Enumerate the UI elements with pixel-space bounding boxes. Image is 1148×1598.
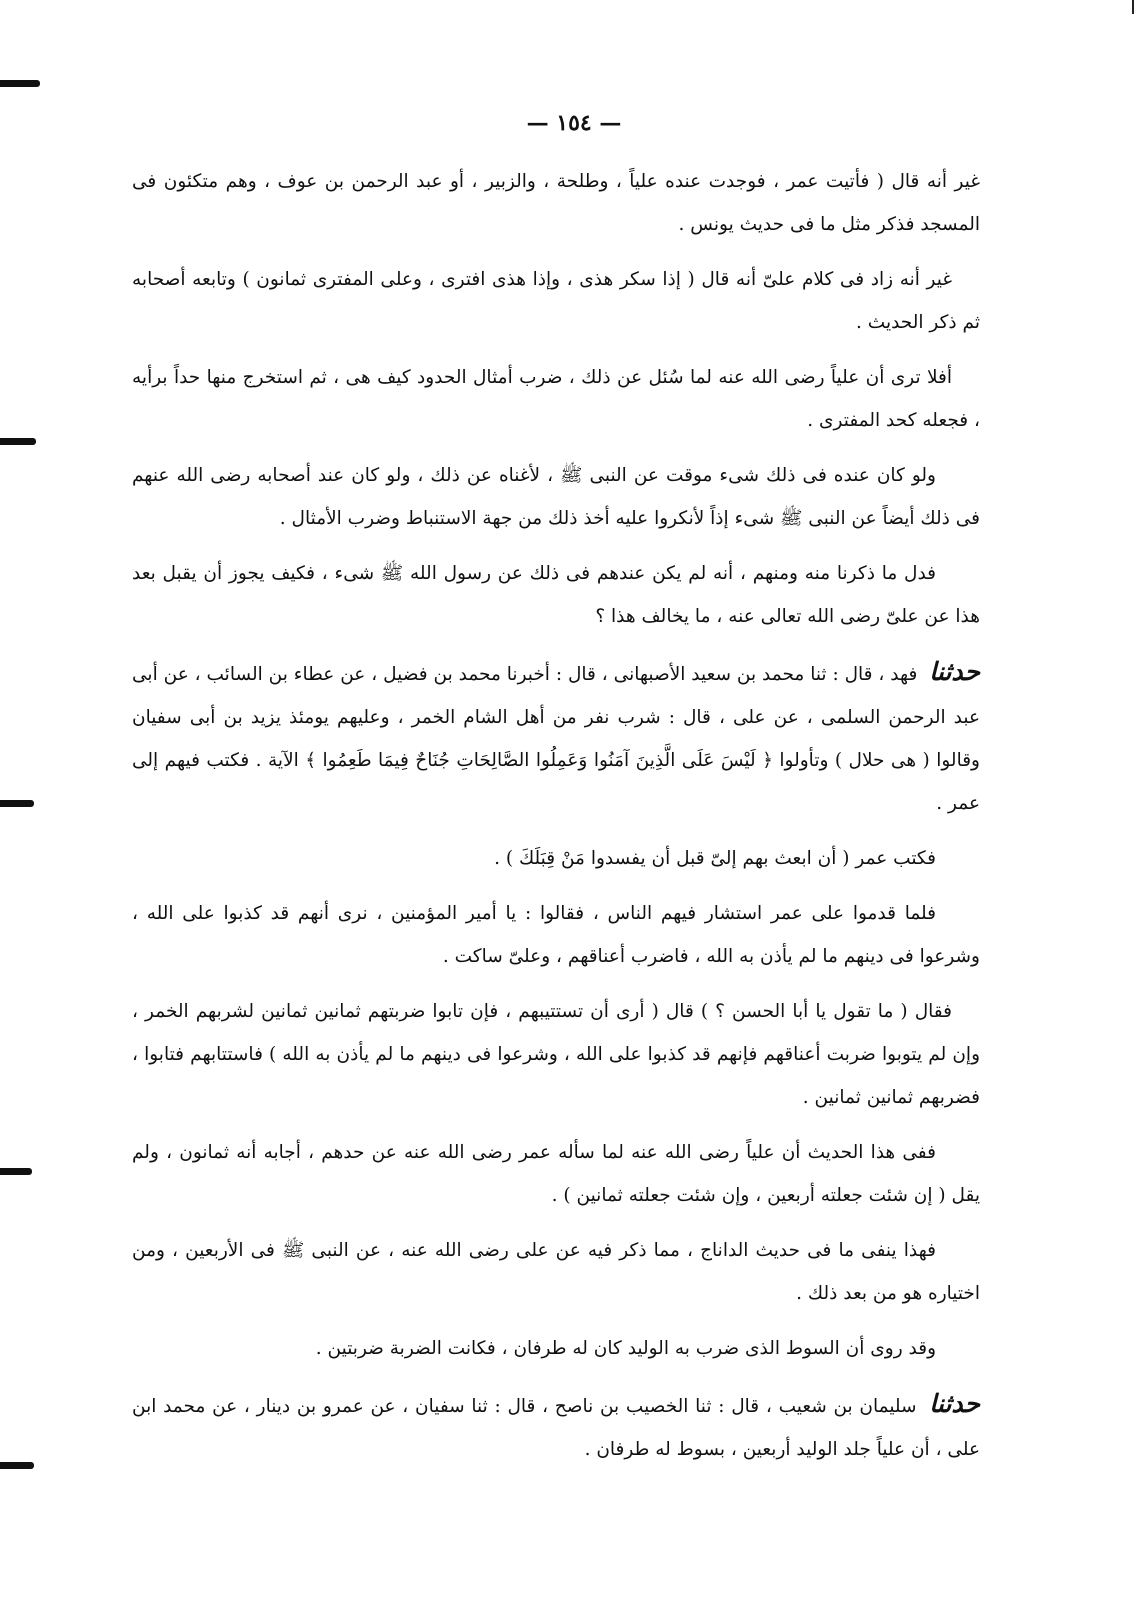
text-body xyxy=(132,160,980,1483)
paragraph: ولو كان عنده فى ذلك شىء موقت عن النبى ﷺ ، لأغناه عن ذلك ، ولو كان عند أصحابه رضى الله عنهم فى ذلك أيضاً عن النبى ﷺ شىء إذاً لأنكروا عليه أخذ ذلك من جهة الاستنباط وضرب الأمثال . xyxy=(132,465,980,529)
corner-tick xyxy=(1132,0,1134,14)
paragraph: وقد روى أن السوط الذى ضرب به الوليد كان له طرفان ، فكانت الضربة ضربتين . xyxy=(315,1338,936,1359)
edge-mark xyxy=(0,1462,34,1469)
paragraph: ففى هذا الحديث أن علياً رضى الله عنه لما سأله عمر رضى الله عنه عن حدهم ، أجابه أنه ثمانون ، ولم يقل ( إن شئت جعلته أربعين ، وإن شئت جعلته ثمانين ) . xyxy=(132,1142,980,1206)
paragraph: فلما قدموا على عمر استشار فيهم الناس ، فقالوا : يا أمير المؤمنين ، نرى أنهم قد كذبوا على الله ، وشرعوا فى دينهم ما لم يأذن به الله ، فاضرب أعناقهم ، وعلىّ ساكت . xyxy=(132,903,980,967)
hadith-paragraph xyxy=(132,650,980,825)
haddathana-heading: حدثنا xyxy=(929,1389,980,1418)
hadith-text: فهد ، قال : ثنا محمد بن سعيد الأصبهانى ، قال : أخبرنا محمد بن فضيل ، عن عطاء بن السائب ، عن أبى عبد الرحمن السلمى ، عن على ، قال : شرب نفر من أهل الشام الخمر ، وعليهم يومئذ يزيد بن أبى سفيان وقالوا ( هى حلال ) وتأولوا ﴿ لَيْسَ عَلَى الَّذِينَ آمَنُوا وَعَمِلُوا الصَّالِحَاتِ جُنَاحٌ فِيمَا طَعِمُوا ﴾ الآية . فكتب فيهم إلى عمر . xyxy=(132,664,980,814)
page-number: — ١٥٤ — xyxy=(526,110,622,136)
haddathana-heading: حدثنا xyxy=(929,657,980,686)
edge-mark xyxy=(0,80,40,87)
paragraph: فكتب عمر ( أن ابعث بهم إلىّ قبل أن يفسدوا مَنْ قِبَلَكَ ) . xyxy=(494,848,936,869)
paragraph: غير أنه قال ( فأتيت عمر ، فوجدت عنده علياً ، وطلحة ، والزبير ، أو عبد الرحمن بن عوف ، وهم متكئون فى المسجد فذكر مثل ما فى حديث يونس . xyxy=(132,171,980,235)
paragraph: أفلا ترى أن علياً رضى الله عنه لما سُئل عن ذلك ، ضرب أمثال الحدود كيف هى ، ثم استخرج منها حداً برأيه ، فجعله كحد المفترى . xyxy=(132,367,980,431)
paragraph: فهذا ينفى ما فى حديث الداناج ، مما ذكر فيه عن على رضى الله عنه ، عن النبى ﷺ فى الأربعين ، ومن اختياره هو من بعد ذلك . xyxy=(132,1240,980,1304)
paragraph: فقال ( ما تقول يا أبا الحسن ؟ ) قال ( أرى أن تستتيبهم ، فإن تابوا ضربتهم ثمانين ثمانين لشربهم الخمر ، وإن لم يتوبوا ضربت أعناقهم فإنهم قد كذبوا على الله ، وشرعوا فى دينهم ما لم يأذن به الله ) فاستتابهم فتابوا ، فضربهم ثمانين ثمانين . xyxy=(132,1001,980,1108)
paragraph: غير أنه زاد فى كلام علىّ أنه قال ( إذا سكر هذى ، وإذا هذى افترى ، وعلى المفترى ثمانون ) وتابعه أصحابه ثم ذكر الحديث . xyxy=(132,269,980,333)
hadith-paragraph xyxy=(132,1382,980,1471)
paragraph: فدل ما ذكرنا منه ومنهم ، أنه لم يكن عندهم فى ذلك عن رسول الله ﷺ شىء ، فكيف يجوز أن يقبل بعد هذا عن علىّ رضى الله تعالى عنه ، ما يخالف هذا ؟ xyxy=(132,563,980,627)
edge-mark xyxy=(0,438,36,445)
hadith-text: سليمان بن شعيب ، قال : ثنا الخصيب بن ناصح ، قال : ثنا سفيان ، عن عمرو بن دينار ، عن محمد ابن على ، أن علياً جلد الوليد أربعين ، بسوط له طرفان . xyxy=(132,1396,980,1460)
edge-mark xyxy=(0,1168,32,1175)
edge-mark xyxy=(0,800,34,807)
